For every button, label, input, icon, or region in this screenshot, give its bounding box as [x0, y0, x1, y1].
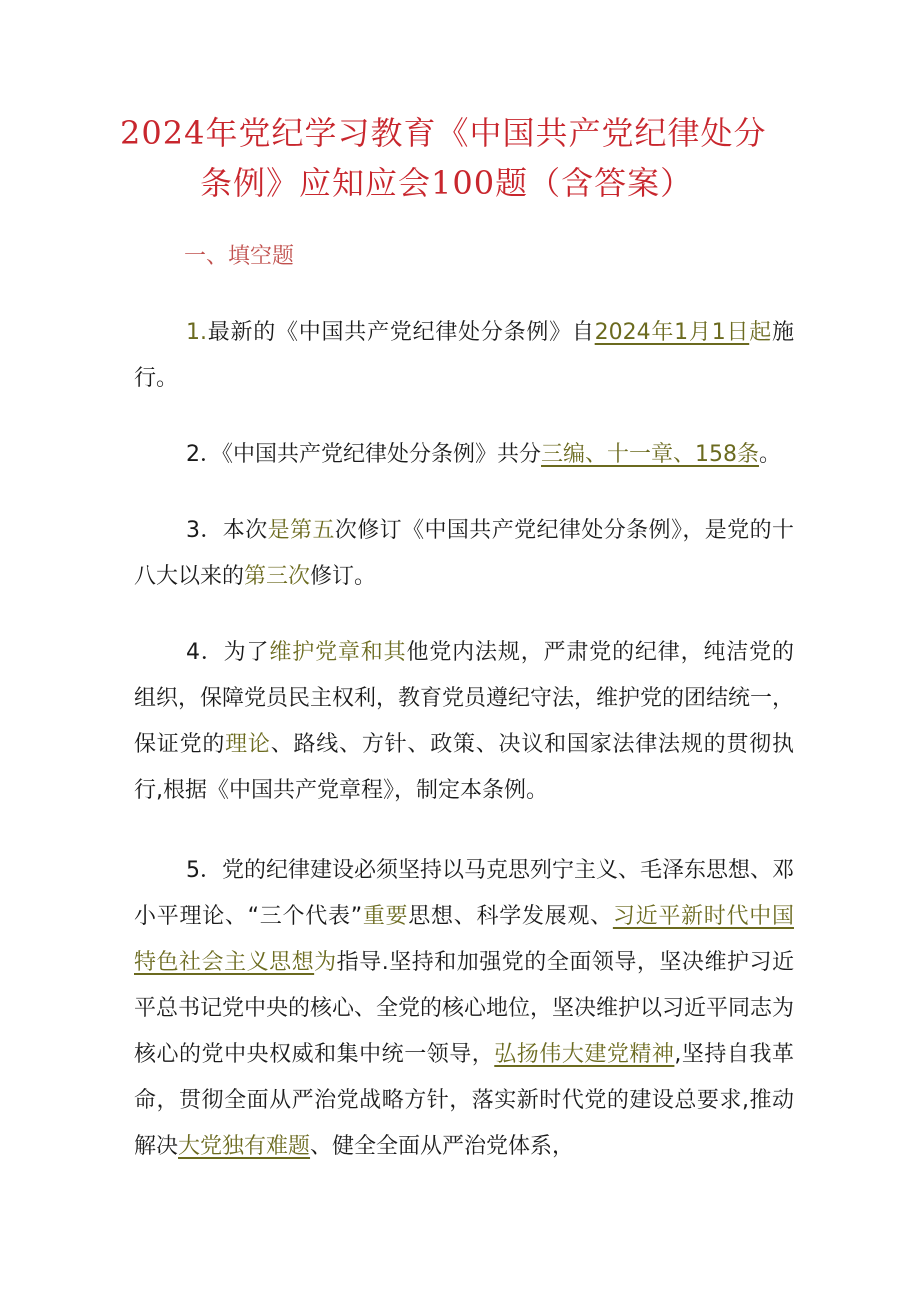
question-text: 3．本次 [186, 518, 268, 543]
question-4 [134, 630, 794, 814]
answer-text: 是第五 [267, 518, 335, 543]
question-text: 、健全全面从严治党体系， [310, 1134, 575, 1159]
question-2 [134, 432, 794, 478]
question-text: 修订。 [310, 564, 377, 589]
answer-underlined: 习近平新时代中国特色社会主义思想 [134, 904, 794, 975]
question-text: ,坚持自我革命，贯彻全面从严治党战略方针，落实新时代党的建设总要求,推动解决 [134, 1042, 794, 1159]
question-text: 、路线、方针、政策、决议和国家法律法规的贯彻执行,根据《中国共产党章程》，制定本条例。 [134, 732, 794, 803]
answer-underlined: 2024年1月1日 [594, 320, 750, 345]
question-text: 他党内法规，严肃党的纪律，纯洁党的组织，保障党员民主权利，教育党员遵纪守法，维护党的团结统一，保证党的 [134, 640, 795, 757]
question-5 [134, 848, 794, 1170]
question-text: 2．《中国共产党纪律处分条例》共分 [186, 442, 541, 467]
question-text: 次修订《中国共产党纪律处分条例》，是党的十八大以来的 [134, 518, 794, 589]
question-1 [134, 310, 794, 402]
answer-text: 第三次 [244, 564, 311, 589]
answer-text: 为 [314, 950, 337, 975]
page-title [120, 108, 820, 208]
question-text: 指导.坚持和加强党的全面领导，坚决维护习近平总书记党中央的核心、全党的核心地位，坚决维护以习近平同志为核心的党中央权威和集中统一领导， [134, 950, 795, 1067]
question-text: 5．党的纪律建设必须坚持以马克思列宁主义、毛泽东思想、邓小平理论、“三个代表” [134, 858, 794, 929]
question-text: 4．为了 [186, 640, 270, 665]
question-text: 最新的《中国共产党纪律处分条例》自 [207, 320, 595, 345]
question-text: 。 [759, 442, 782, 467]
question-3 [134, 508, 794, 600]
answer-underlined: 大党独有难题 [178, 1134, 311, 1159]
answer-underlined: 三编、十一章、158条 [541, 442, 759, 467]
answer-text: 起 [749, 320, 772, 345]
title-line-2: 条例》应知应会100题（含答案） [200, 164, 694, 202]
section-heading-fill-in-blank: 一、填空题 [184, 244, 295, 269]
answer-text: 理论 [225, 732, 271, 757]
answer-underlined: 弘扬伟大建党精神 [494, 1042, 675, 1067]
question-text: 思想、科学发展观、 [408, 904, 613, 929]
answer-text: 重要 [362, 904, 409, 929]
question-text: 施行。 [134, 320, 794, 391]
title-line-1: 2024年党纪学习教育《中国共产党纪律处分 [120, 114, 767, 152]
question-number: 1. [186, 320, 207, 345]
answer-text: 维护党章和其 [269, 640, 407, 665]
